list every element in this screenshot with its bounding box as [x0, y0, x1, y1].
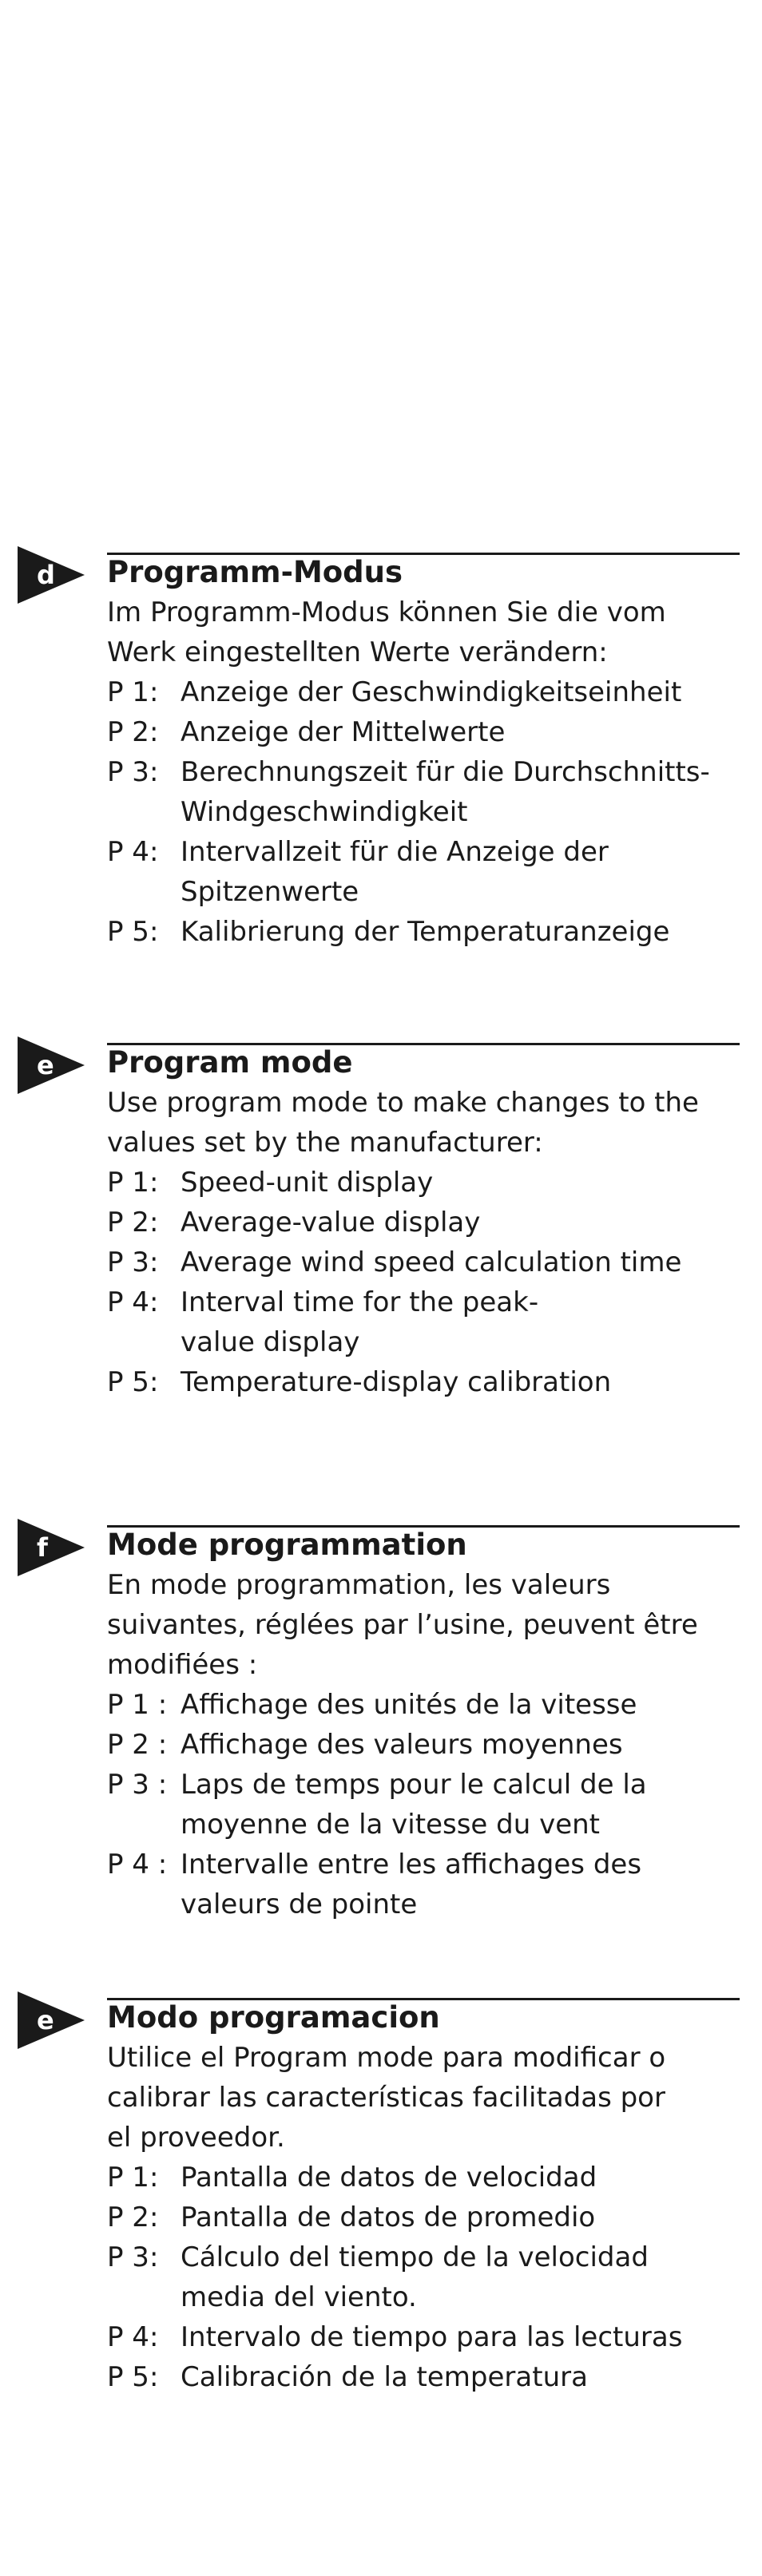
parameter-list [107, 672, 746, 952]
list-item [107, 1685, 746, 1725]
parameter-description: Average-value display [181, 1207, 481, 1238]
list-item [107, 1282, 746, 1362]
parameter-description: Average wind speed calculation time [181, 1246, 682, 1278]
section-title: Modo programacion [107, 2000, 440, 2035]
list-item [107, 1765, 746, 1845]
parameter-description: Anzeige der Mittelwerte [181, 716, 506, 748]
parameter-description: Pantalla de datos de velocidad [181, 2162, 597, 2194]
intro-line: calibrar las características facilitadas por [107, 2082, 665, 2114]
language-badge-letter: e [37, 1050, 54, 1080]
language-badge-icon [18, 1036, 85, 1094]
intro-line: Im Programm-Modus können Sie die vom [107, 596, 666, 628]
parameter-code: P 4: [107, 836, 159, 868]
list-item [107, 1725, 746, 1765]
parameter-description: Interval time for the peak-value display [181, 1286, 539, 1358]
intro-line: Werk eingestellten Werte verändern: [107, 636, 608, 668]
parameter-code: P 4: [107, 1286, 159, 1318]
intro-line: Utilice el Program mode para modificar o [107, 2042, 666, 2074]
list-item [107, 1203, 746, 1242]
parameter-code: P 4: [107, 2321, 159, 2353]
parameter-description: Kalibrierung der Temperaturanzeige [181, 916, 670, 948]
parameter-code: P 1 : [107, 1689, 168, 1721]
list-item [107, 2198, 746, 2237]
parameter-code: P 5: [107, 2361, 159, 2393]
list-item [107, 1163, 746, 1203]
list-item [107, 712, 746, 752]
list-item [107, 672, 746, 712]
parameter-code: P 3 : [107, 1769, 168, 1801]
intro-line: el proveedor. [107, 2122, 285, 2154]
section-intro [107, 592, 666, 672]
list-item [107, 2317, 746, 2357]
parameter-code: P 1: [107, 2162, 159, 2194]
parameter-description: Intervalo de tiempo para las lecturas [181, 2321, 683, 2353]
parameter-description: Berechnungszeit für die Durchschnitts-Windgeschwindigkeit [181, 756, 710, 828]
section-intro [107, 2038, 665, 2158]
parameter-description: Intervalle entre les affichages des valeurs de pointe [181, 1849, 642, 1920]
intro-line: En mode programmation, les valeurs [107, 1569, 611, 1601]
list-item [107, 1362, 746, 1402]
parameter-list [107, 2158, 746, 2397]
parameter-list [107, 1685, 746, 1924]
intro-line: modifiées : [107, 1649, 258, 1681]
list-item [107, 2158, 746, 2198]
parameter-code: P 5: [107, 916, 159, 948]
section-intro [107, 1565, 698, 1685]
intro-line: suivantes, réglées par l’usine, peuvent être [107, 1609, 698, 1641]
list-item [107, 1242, 746, 1282]
list-item [107, 2357, 746, 2397]
parameter-code: P 1: [107, 1167, 159, 1199]
language-badge-icon [18, 1991, 85, 2049]
parameter-code: P 5: [107, 1366, 159, 1398]
language-badge-letter: f [37, 1532, 48, 1563]
parameter-code: P 1: [107, 676, 159, 708]
parameter-description: Anzeige der Geschwindigkeitseinheit [181, 676, 682, 708]
section-intro [107, 1083, 699, 1163]
parameter-code: P 3: [107, 2241, 159, 2273]
parameter-code: P 2: [107, 2201, 159, 2233]
list-item [107, 912, 746, 952]
parameter-description: Laps de temps pour le calcul de la moyenne de la vitesse du vent [181, 1769, 647, 1841]
list-item [107, 832, 746, 912]
parameter-description: Pantalla de datos de promedio [181, 2201, 596, 2233]
parameter-description: Affichage des unités de la vitesse [181, 1689, 637, 1721]
list-item [107, 2237, 746, 2317]
parameter-description: Temperature-display calibration [181, 1366, 612, 1398]
parameter-code: P 3: [107, 1246, 159, 1278]
parameter-list [107, 1163, 746, 1402]
intro-line: Use program mode to make changes to the [107, 1087, 699, 1119]
parameter-code: P 2: [107, 1207, 159, 1238]
section-title: Mode programmation [107, 1528, 467, 1562]
language-badge-letter: d [37, 560, 55, 590]
parameter-description: Calibración de la temperatura [181, 2361, 588, 2393]
intro-line: values set by the manufacturer: [107, 1127, 543, 1159]
parameter-description: Speed-unit display [181, 1167, 434, 1199]
list-item [107, 1845, 746, 1924]
language-badge-icon [18, 1519, 85, 1576]
language-badge-icon [18, 546, 85, 604]
list-item [107, 752, 746, 832]
section-title: Program mode [107, 1045, 353, 1080]
parameter-code: P 2: [107, 716, 159, 748]
parameter-code: P 2 : [107, 1729, 168, 1761]
parameter-code: P 4 : [107, 1849, 168, 1880]
section-title: Programm-Modus [107, 555, 403, 589]
parameter-code: P 3: [107, 756, 159, 788]
parameter-description: Cálculo del tiempo de la velocidad media del viento. [181, 2241, 649, 2313]
parameter-description: Affichage des valeurs moyennes [181, 1729, 623, 1761]
parameter-description: Intervallzeit für die Anzeige der Spitzenwerte [181, 836, 609, 908]
language-badge-letter: e [37, 2005, 54, 2035]
